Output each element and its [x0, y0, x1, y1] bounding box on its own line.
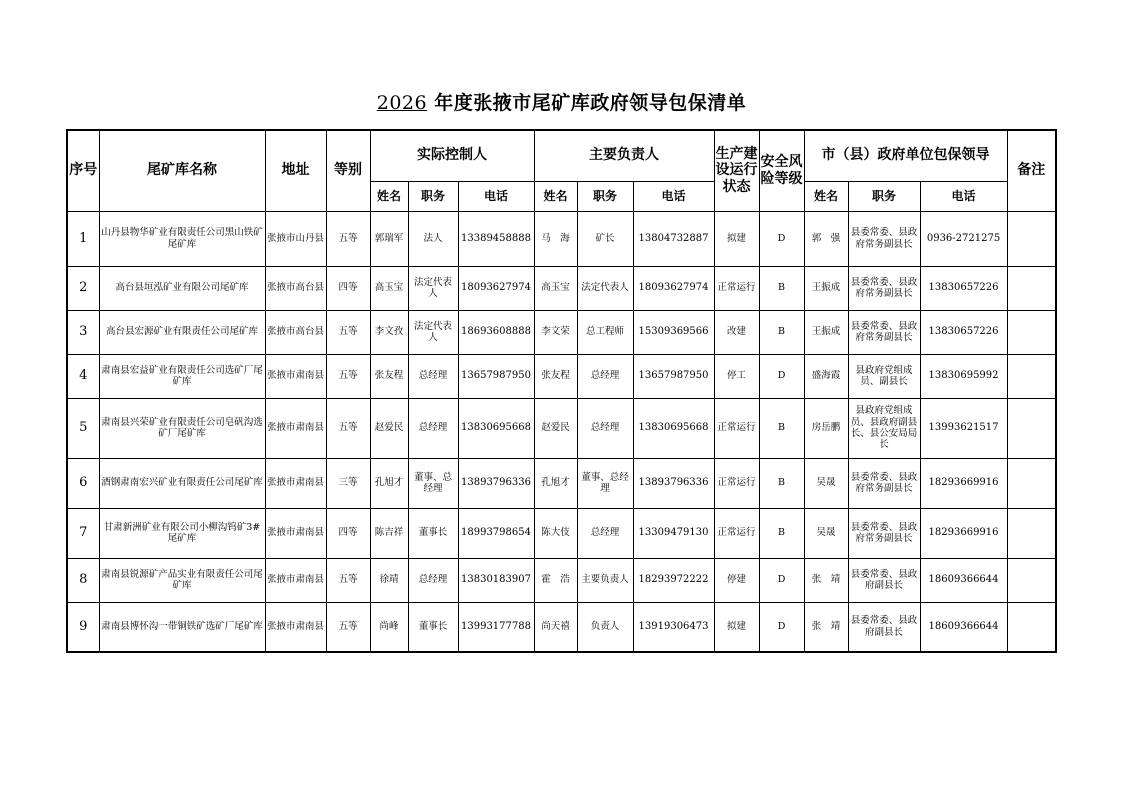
cell-g-name: 吴晟	[804, 508, 848, 558]
cell-grade: 四等	[326, 508, 370, 558]
cell-c-title: 董事、总经理	[408, 458, 458, 508]
cell-risk: B	[759, 458, 804, 508]
cell-p-name: 高玉宝	[534, 266, 577, 310]
cell-p-title: 矿长	[577, 211, 633, 266]
cell-seq: 1	[67, 211, 99, 266]
header-grade: 等别	[326, 130, 370, 211]
cell-g-phone: 18293669916	[920, 458, 1007, 508]
cell-c-phone: 13893796336	[458, 458, 534, 508]
cell-status: 正常运行	[714, 458, 759, 508]
cell-g-title: 县委常委、县政府常务副县长	[848, 211, 920, 266]
cell-g-phone: 18609366644	[920, 558, 1007, 602]
cell-p-title: 主要负责人	[577, 558, 633, 602]
cell-p-title: 总经理	[577, 398, 633, 458]
table-row	[67, 211, 1056, 266]
cell-status: 停建	[714, 558, 759, 602]
cell-seq: 7	[67, 508, 99, 558]
cell-risk: D	[759, 354, 804, 398]
cell-grade: 三等	[326, 458, 370, 508]
cell-c-title: 总经理	[408, 558, 458, 602]
cell-address: 张掖市山丹县	[265, 211, 326, 266]
cell-g-phone: 13993621517	[920, 398, 1007, 458]
cell-p-title: 总经理	[577, 508, 633, 558]
cell-g-name: 郭 强	[804, 211, 848, 266]
cell-g-phone: 13830657226	[920, 266, 1007, 310]
cell-g-phone: 18293669916	[920, 508, 1007, 558]
table-row	[67, 266, 1056, 310]
cell-c-phone: 18693608888	[458, 310, 534, 354]
cell-c-phone: 18993798654	[458, 508, 534, 558]
cell-grade: 四等	[326, 266, 370, 310]
table-row	[67, 398, 1056, 458]
cell-p-phone: 13830695668	[633, 398, 714, 458]
cell-address: 张掖市高台县	[265, 310, 326, 354]
header-gov-name: 姓名	[804, 181, 848, 211]
header-controller-name: 姓名	[370, 181, 408, 211]
cell-p-title: 总经理	[577, 354, 633, 398]
cell-name: 酒钢肃南宏兴矿业有限责任公司尾矿库	[99, 458, 265, 508]
cell-name: 肃南县博怀沟一带铜铁矿选矿厂尾矿库	[99, 602, 265, 652]
cell-p-phone: 13893796336	[633, 458, 714, 508]
cell-g-name: 盛海霞	[804, 354, 848, 398]
cell-remark	[1007, 266, 1056, 310]
cell-c-name: 孔旭才	[370, 458, 408, 508]
cell-risk: D	[759, 211, 804, 266]
cell-remark	[1007, 602, 1056, 652]
cell-c-title: 总经理	[408, 398, 458, 458]
cell-remark	[1007, 508, 1056, 558]
cell-remark	[1007, 458, 1056, 508]
cell-address: 张掖市肃南县	[265, 398, 326, 458]
table-body	[67, 211, 1056, 652]
header-gov-phone: 电话	[920, 181, 1007, 211]
cell-g-phone: 13830695992	[920, 354, 1007, 398]
header-status: 生产建设运行状态	[714, 130, 759, 211]
header-principal-title: 职务	[577, 181, 633, 211]
cell-p-phone: 13919306473	[633, 602, 714, 652]
cell-g-name: 吴晟	[804, 458, 848, 508]
cell-p-title: 总工程师	[577, 310, 633, 354]
cell-c-title: 总经理	[408, 354, 458, 398]
table-row	[67, 508, 1056, 558]
cell-g-name: 王振成	[804, 310, 848, 354]
cell-p-phone: 18093627974	[633, 266, 714, 310]
cell-g-phone: 0936-2721275	[920, 211, 1007, 266]
cell-p-title: 董事、总经理	[577, 458, 633, 508]
cell-name: 肃南县锐源矿产品实业有限责任公司尾矿库	[99, 558, 265, 602]
cell-g-name: 张 靖	[804, 558, 848, 602]
cell-grade: 五等	[326, 310, 370, 354]
cell-c-phone: 13657987950	[458, 354, 534, 398]
cell-p-title: 负责人	[577, 602, 633, 652]
cell-p-title: 法定代表人	[577, 266, 633, 310]
cell-risk: B	[759, 398, 804, 458]
header-remark: 备注	[1007, 130, 1056, 211]
table-row	[67, 310, 1056, 354]
cell-p-name: 赵爱民	[534, 398, 577, 458]
guarantee-table	[66, 129, 1057, 653]
cell-c-title: 董事长	[408, 602, 458, 652]
cell-p-name: 张友程	[534, 354, 577, 398]
cell-g-title: 县政府党组成员、县政府副县长、县公安局局长	[848, 398, 920, 458]
cell-name: 高台县垣泓矿业有限公司尾矿库	[99, 266, 265, 310]
cell-c-phone: 13830183907	[458, 558, 534, 602]
cell-address: 张掖市肃南县	[265, 458, 326, 508]
table-row	[67, 354, 1056, 398]
cell-g-title: 县委常委、县政府常务副县长	[848, 508, 920, 558]
cell-risk: B	[759, 310, 804, 354]
cell-remark	[1007, 310, 1056, 354]
cell-status: 拟建	[714, 602, 759, 652]
cell-risk: D	[759, 558, 804, 602]
cell-seq: 4	[67, 354, 99, 398]
header-controller-phone: 电话	[458, 181, 534, 211]
cell-g-name: 王振成	[804, 266, 848, 310]
header-principal-name: 姓名	[534, 181, 577, 211]
cell-status: 正常运行	[714, 266, 759, 310]
cell-remark	[1007, 211, 1056, 266]
cell-c-name: 徐靖	[370, 558, 408, 602]
cell-c-name: 李文孜	[370, 310, 408, 354]
cell-p-phone: 13804732887	[633, 211, 714, 266]
cell-c-phone: 13993177788	[458, 602, 534, 652]
cell-status: 改建	[714, 310, 759, 354]
cell-p-phone: 13309479130	[633, 508, 714, 558]
cell-p-phone: 13657987950	[633, 354, 714, 398]
header-controller: 实际控制人	[370, 130, 534, 181]
header-controller-title: 职务	[408, 181, 458, 211]
table-row	[67, 602, 1056, 652]
cell-c-name: 陈吉祥	[370, 508, 408, 558]
cell-p-name: 霍 浩	[534, 558, 577, 602]
cell-seq: 2	[67, 266, 99, 310]
cell-g-title: 县委常委、县政府副县长	[848, 602, 920, 652]
table-row	[67, 458, 1056, 508]
cell-c-phone: 13389458888	[458, 211, 534, 266]
cell-c-title: 法定代表人	[408, 266, 458, 310]
cell-name: 肃南县兴荣矿业有限责任公司皂矾沟选矿厂尾矿库	[99, 398, 265, 458]
cell-status: 正常运行	[714, 508, 759, 558]
cell-address: 张掖市肃南县	[265, 558, 326, 602]
cell-seq: 8	[67, 558, 99, 602]
cell-grade: 五等	[326, 558, 370, 602]
cell-name: 甘肃新洲矿业有限公司小柳沟钨矿3#尾矿库	[99, 508, 265, 558]
header-principal-phone: 电话	[633, 181, 714, 211]
cell-grade: 五等	[326, 602, 370, 652]
cell-remark	[1007, 398, 1056, 458]
cell-p-name: 尚天禧	[534, 602, 577, 652]
cell-risk: D	[759, 602, 804, 652]
cell-g-title: 县政府党组成员、副县长	[848, 354, 920, 398]
cell-address: 张掖市高台县	[265, 266, 326, 310]
cell-p-phone: 18293972222	[633, 558, 714, 602]
cell-c-name: 张友程	[370, 354, 408, 398]
cell-g-title: 县委常委、县政府副县长	[848, 558, 920, 602]
cell-risk: B	[759, 266, 804, 310]
cell-p-name: 李文荣	[534, 310, 577, 354]
cell-name: 肃南县宏益矿业有限责任公司选矿厂尾矿库	[99, 354, 265, 398]
header-gov: 市（县）政府单位包保领导	[804, 130, 1007, 181]
cell-seq: 3	[67, 310, 99, 354]
cell-status: 拟建	[714, 211, 759, 266]
page-title	[0, 88, 1123, 115]
cell-p-name: 马 海	[534, 211, 577, 266]
cell-name: 山丹县物华矿业有限责任公司黑山铁矿尾矿库	[99, 211, 265, 266]
cell-status: 正常运行	[714, 398, 759, 458]
cell-address: 张掖市肃南县	[265, 602, 326, 652]
header-gov-title: 职务	[848, 181, 920, 211]
cell-c-title: 董事长	[408, 508, 458, 558]
title-text: 年度张掖市尾矿库政府领导包保清单	[434, 92, 747, 114]
cell-g-title: 县委常委、县政府常务副县长	[848, 266, 920, 310]
title-year: 2026	[376, 92, 428, 114]
cell-c-name: 郭瑞军	[370, 211, 408, 266]
cell-g-title: 县委常委、县政府常务副县长	[848, 458, 920, 508]
cell-seq: 6	[67, 458, 99, 508]
cell-c-phone: 18093627974	[458, 266, 534, 310]
header-address: 地址	[265, 130, 326, 211]
cell-c-phone: 13830695668	[458, 398, 534, 458]
cell-seq: 9	[67, 602, 99, 652]
header-seq: 序号	[67, 130, 99, 211]
cell-grade: 五等	[326, 398, 370, 458]
cell-c-name: 赵爱民	[370, 398, 408, 458]
cell-c-name: 尚峰	[370, 602, 408, 652]
header-risk: 安全风险等级	[759, 130, 804, 211]
cell-seq: 5	[67, 398, 99, 458]
cell-grade: 五等	[326, 211, 370, 266]
cell-g-phone: 13830657226	[920, 310, 1007, 354]
cell-p-phone: 15309369566	[633, 310, 714, 354]
cell-address: 张掖市肃南县	[265, 508, 326, 558]
header-name: 尾矿库名称	[99, 130, 265, 211]
cell-name: 高台县宏源矿业有限责任公司尾矿库	[99, 310, 265, 354]
cell-g-title: 县委常委、县政府常务副县长	[848, 310, 920, 354]
cell-grade: 五等	[326, 354, 370, 398]
cell-c-title: 法人	[408, 211, 458, 266]
cell-status: 停工	[714, 354, 759, 398]
cell-p-name: 孔旭才	[534, 458, 577, 508]
cell-remark	[1007, 354, 1056, 398]
header-principal: 主要负责人	[534, 130, 714, 181]
cell-remark	[1007, 558, 1056, 602]
table-row	[67, 558, 1056, 602]
cell-address: 张掖市肃南县	[265, 354, 326, 398]
cell-g-phone: 18609366644	[920, 602, 1007, 652]
cell-g-name: 房岳鹏	[804, 398, 848, 458]
cell-c-title: 法定代表人	[408, 310, 458, 354]
cell-g-name: 张 靖	[804, 602, 848, 652]
cell-c-name: 高玉宝	[370, 266, 408, 310]
cell-risk: B	[759, 508, 804, 558]
cell-p-name: 陈大伎	[534, 508, 577, 558]
